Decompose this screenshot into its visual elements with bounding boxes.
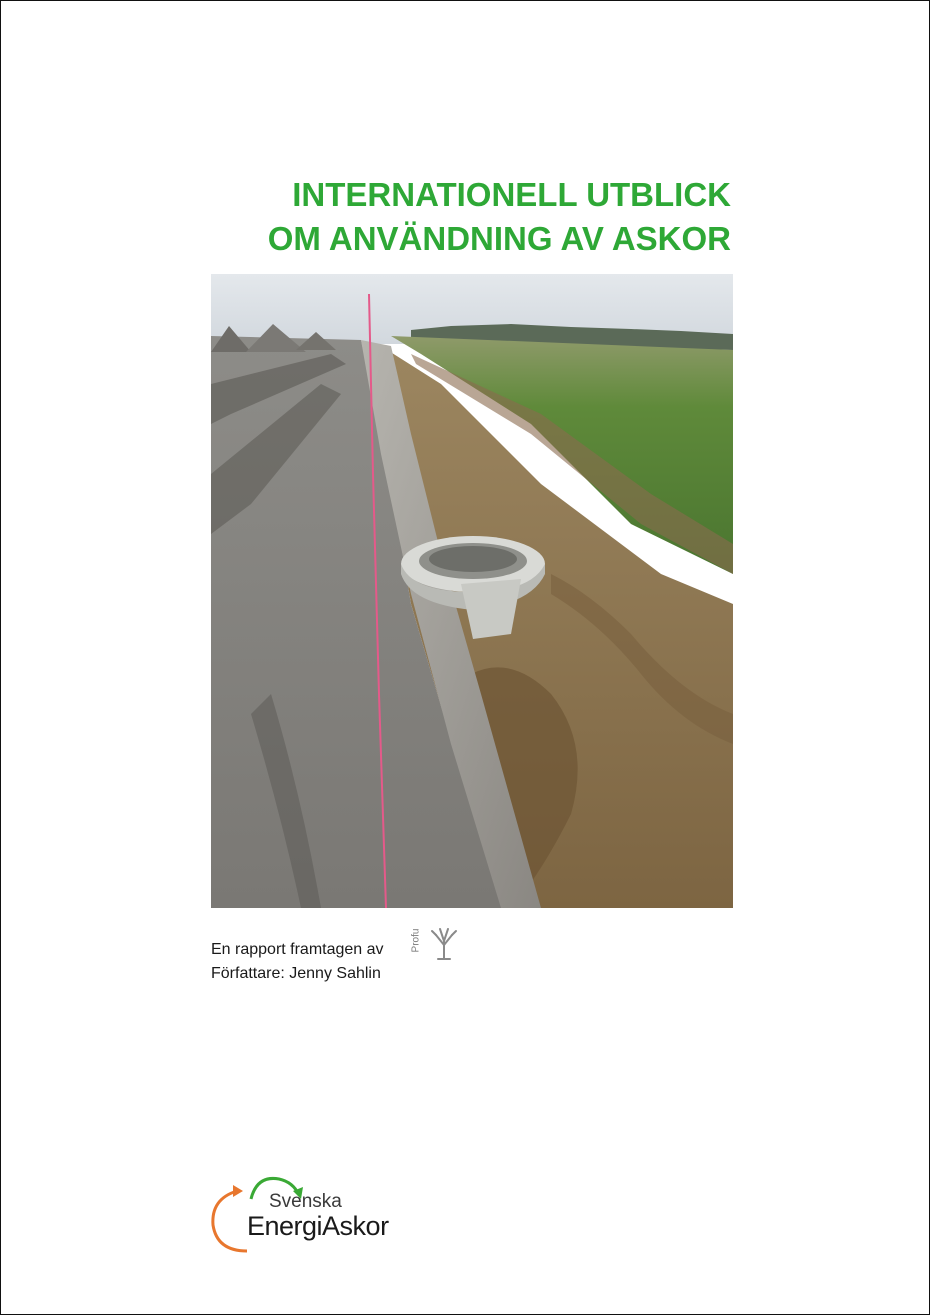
cover-photo bbox=[211, 274, 733, 908]
report-title bbox=[268, 173, 731, 261]
produced-by-text: En rapport framtagen av bbox=[211, 941, 384, 958]
profu-logo-text: Profu bbox=[410, 928, 422, 953]
title-line-2: OM ANVÄNDNING AV ASKOR bbox=[267, 220, 731, 257]
tree-icon bbox=[410, 923, 462, 963]
svenska-energiaskor-logo bbox=[207, 1169, 417, 1259]
profu-logo bbox=[410, 923, 462, 963]
logo-text-energiaskor: EnergiAskor bbox=[247, 1211, 389, 1241]
report-credits bbox=[211, 938, 384, 986]
logo-text-svenska: Svenska bbox=[269, 1191, 342, 1212]
title-line-1: INTERNATIONELL UTBLICK bbox=[292, 176, 731, 213]
author-text: Författare: Jenny Sahlin bbox=[211, 965, 381, 982]
